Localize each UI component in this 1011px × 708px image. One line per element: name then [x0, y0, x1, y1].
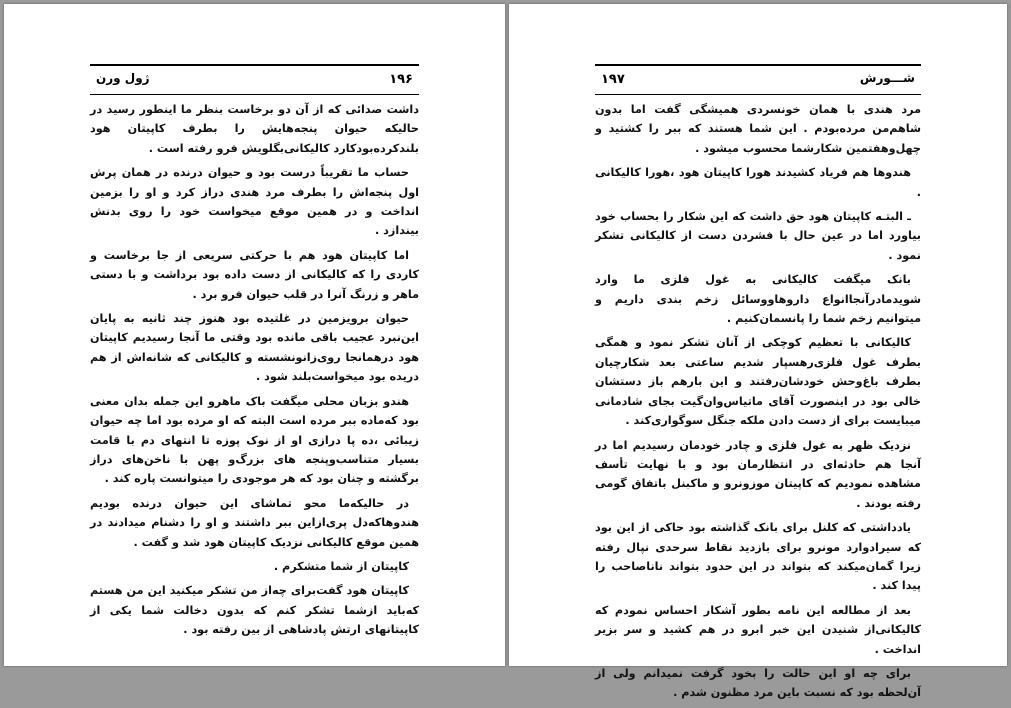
- paragraph: یادداشتی که کلنل برای بانک گذاشته بود حاکی از این بود که سیرادوارد مونرو برای بازدید نقاط سرحدی نپال رفته زیرا گمان‌میکند که بتواند در این حدود بتواند ناناصاحب را پیدا کند .: [595, 521, 921, 593]
- right-page-number: ۱۹۷: [601, 72, 625, 87]
- paragraph: هندو بزبان محلی میگفت باک ماهرو این جمله بدان معنی بود که‌ماده ببر مرده است البته که او مرده بود اما چه حیوان زیبائی ،ده پا درازی او از نوک پوزه تا انتهای دم با قامت بسیار متناسب‌وپنجه های بزرگ‌و پهن با ناخن‌های دراز برگشته و چنان بود که هر موجودی را میتوانست پاره کند .: [90, 394, 419, 486]
- paragraph: بعد از مطالعه این نامه بطور آشکار احساس نمودم که کالیکانی‌از شنیدن این خبر ابرو در هم کشید و سر بزیر انداخت .: [595, 603, 921, 656]
- paragraph: برای چه او این حالت را بخود گرفت نمیدانم ولی از آن‌لحظه بود که نسبت باین مرد مظنون شدم .: [595, 666, 921, 700]
- right-page-body: [595, 100, 921, 708]
- paragraph: هندوها هم فریاد کشیدند هورا کاپیتان هود ،هورا کالیکانی .: [595, 166, 921, 199]
- paragraph: مرد هندی با همان خونسردی همیشگی گفت اما بدون شاهم‌من مرده‌بودم . این شما هستند که ببر را کشتید و چهل‌وهفتمین شکارشما محسوب میشود .: [595, 103, 921, 155]
- right-page-header: [595, 64, 921, 95]
- paragraph: داشت صدائی که از آن دو برخاست بنظر ما اینطور رسید در حالیکه حیوان پنجه‌هایش را بطرف کاپیتان هود بلندکرده‌بود‌کارد کالیکانی‌بگلویش فرو رفته است .: [90, 103, 419, 155]
- paragraph: در حالیکه‌ما محو تماشای این حیوان درنده بودیم هندوهاکه‌دل پری‌ازاین ببر داشتند و او را دشنام میدادند در همین موقع کالیکانی نزدیک کاپیتان هود شد و گفت .: [90, 496, 419, 549]
- right-page: [509, 4, 1007, 700]
- left-page-header: [90, 64, 419, 95]
- paragraph: بانک میگفت کالیکانی به غول فلزی ما وارد شویدمادرآنجاانواع داروها‌ووسائل زخم بندی داریم و میتوانیم زخم شما را پانسمان‌کنیم .: [595, 273, 921, 326]
- paragraph: اما کاپیتان هود هم با حرکتی سریعی از جا برخاست و کاردی را که کالیکانی از دست داده بود برداشت و با دستی ماهر و زرنگ آنرا در قلب حیوان فرو برد .: [90, 248, 419, 301]
- paragraph: کالیکانی با تعظیم کوچکی از آنان تشکر نمود و همگی بطرف غول فلزی‌رهسپار شدیم ساعتی بعد شکارچیان بطرف باغ‌وحش خودشان‌رفتند و این بارهم باز دستشان خالی بود در اینصورت آقای ماتیاس‌وان‌گیت بجای شادمانی میبایست برای از دست دادن ملکه جنگل سوگواری‌کند .: [595, 336, 921, 428]
- left-page-body: [90, 100, 419, 645]
- left-running-title: ژول ورن: [96, 71, 150, 85]
- right-running-title: شـــورش: [859, 71, 915, 85]
- paragraph: ـ البتـه کاپیتان هود حق داشت که این شکار را بحساب خود بیاورد اما در عین حال با فشردن دست از کالیکانی تشکر نمود .: [595, 210, 921, 262]
- left-page-number: ۱۹۶: [389, 72, 413, 87]
- paragraph: نزدیک ظهر به غول فلزی و چادر خودمان رسیدیم اما در آنجا هم حادثه‌ای در انتظارمان بود و با نهایت تأسف مشاهده نمودیم که کاپیتان موزونرو و ماکبنل باتفاق گومی رفته بودند .: [595, 438, 921, 510]
- paragraph: حیوان برویزمین در غلتیده بود هنوز چند ثانیه به پایان این‌نبرد عجیب باقی مانده بود وقتی ما آنجا رسیدیم کاپیتان هود درهمانجا روی‌زانونشسته و کالیکانی که شانه‌اش از هم دریده بود میخواست‌بلند شود .: [90, 312, 419, 384]
- paragraph: کاپیتان هود گفت‌برای چه‌از من تشکر میکنید این من هستم که‌باید از‌شما تشکر کنم که بدون دخالت شما یکی از کاپیتانهای ارتش پادشاهی از بین رفته بود .: [90, 584, 419, 637]
- paragraph: حساب ما تقریباً درست بود و حیوان درنده در همان پرش اول پنجه‌اش را بطرف مرد هندی دراز کرد و او را بزمین انداخت و در همین موقع میخواست خود را روی بدنش بیندازد .: [90, 166, 419, 238]
- left-page: [4, 4, 505, 666]
- paragraph: کاپیتان از شما متشکرم .: [273, 559, 409, 573]
